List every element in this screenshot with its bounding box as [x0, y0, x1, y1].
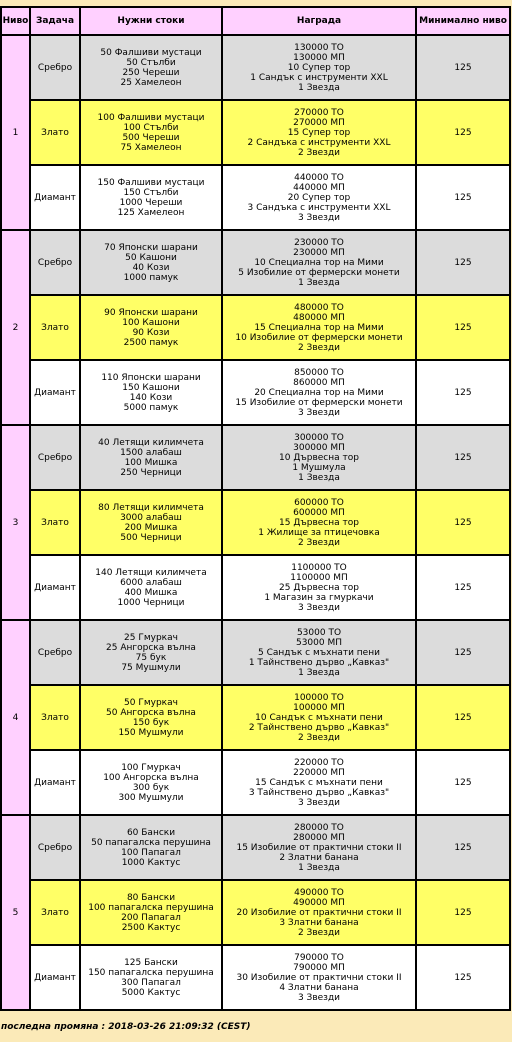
reward-cell — [222, 555, 416, 620]
reward-line: 440000 МП — [293, 182, 345, 193]
goods-line: 1000 памук — [123, 272, 179, 283]
goods-line: 3000 алабаш — [120, 512, 182, 523]
goods-line: 80 Бански — [126, 892, 176, 903]
goods-line: 300 Папагал — [121, 977, 181, 988]
reward-line: 3 Звезди — [297, 212, 341, 223]
min-level-cell: 125 — [416, 945, 510, 1010]
goods-line: 75 бук — [135, 652, 167, 663]
reward-cell — [222, 490, 416, 555]
task-cell: Злато — [30, 880, 80, 945]
quest-table — [0, 6, 511, 1011]
task-cell: Злато — [30, 685, 80, 750]
goods-line: 200 Папагал — [121, 912, 181, 923]
reward-line: 2 Тайнствено дърво „Кавказ" — [248, 722, 390, 733]
reward-line: 25 Дървесна тор — [279, 582, 359, 593]
reward-line: 4 Златни банана — [279, 982, 359, 993]
header-row — [1, 7, 510, 35]
goods-line: 50 Фалшиви мустаци — [100, 47, 202, 58]
reward-line: 10 Изобилие от фермерски монети — [235, 332, 403, 343]
reward-line: 3 Звезди — [297, 602, 341, 613]
task-cell: Сребро — [30, 230, 80, 295]
goods-cell — [80, 165, 222, 230]
reward-line: 1 Сандък с инструменти XXL — [250, 72, 388, 83]
goods-line: 150 Фалшиви мустаци — [97, 177, 205, 188]
goods-line: 100 папагалска перушина — [88, 902, 214, 913]
level-cell: 4 — [1, 620, 30, 815]
goods-cell — [80, 295, 222, 360]
reward-line: 2 Звезди — [297, 342, 341, 353]
goods-line: 40 Кози — [132, 262, 170, 273]
goods-line: 50 Кашони — [125, 252, 177, 263]
reward-line: 2 Звезди — [297, 147, 341, 158]
goods-line: 25 Гмуркач — [124, 632, 178, 643]
reward-line: 15 Изобилие от практични стоки II — [236, 842, 402, 853]
task-cell: Сребро — [30, 425, 80, 490]
goods-line: 2500 Кактус — [121, 922, 181, 933]
table-row — [1, 815, 510, 880]
task-cell: Злато — [30, 295, 80, 360]
goods-line: 70 Японски шарани — [104, 242, 198, 253]
goods-line: 110 Японски шарани — [101, 372, 201, 383]
table-row — [1, 295, 510, 360]
reward-line: 53000 ТО — [296, 627, 342, 638]
header-task: Задача — [30, 7, 80, 35]
table-row — [1, 620, 510, 685]
quest-table-body — [1, 35, 510, 1010]
goods-line: 150 Мушмули — [118, 727, 184, 738]
min-level-cell: 125 — [416, 295, 510, 360]
reward-line: 790000 МП — [293, 962, 345, 973]
min-level-cell: 125 — [416, 360, 510, 425]
reward-line: 20 Супер тор — [287, 192, 351, 203]
reward-line: 2 Звезди — [297, 927, 341, 938]
reward-cell — [222, 100, 416, 165]
reward-line: 490000 МП — [293, 897, 345, 908]
reward-line: 10 Специална тор на Мими — [254, 257, 384, 268]
reward-line: 1 Звезда — [298, 862, 340, 873]
level-cell: 5 — [1, 815, 30, 1010]
reward-line: 480000 МП — [293, 312, 345, 323]
goods-line: 5000 Кактус — [121, 987, 181, 998]
goods-line: 40 Летящи килимчета — [98, 437, 204, 448]
table-row — [1, 100, 510, 165]
task-cell: Диамант — [30, 945, 80, 1010]
task-cell: Диамант — [30, 360, 80, 425]
goods-line: 150 Стълби — [123, 187, 179, 198]
min-level-cell: 125 — [416, 100, 510, 165]
goods-line: 1500 алабаш — [120, 447, 182, 458]
goods-line: 1000 Череши — [119, 197, 183, 208]
goods-line: 75 Хамелеон — [120, 142, 182, 153]
table-row — [1, 230, 510, 295]
goods-cell — [80, 425, 222, 490]
task-cell: Злато — [30, 100, 80, 165]
goods-cell — [80, 230, 222, 295]
level-cell: 1 — [1, 35, 30, 230]
reward-line: 100000 ТО — [294, 692, 344, 703]
reward-line: 1 Магазин за гмуркачи — [264, 592, 374, 603]
reward-line: 3 Сандъка с инструменти XXL — [247, 202, 391, 213]
goods-line: 150 папагалска перушина — [88, 967, 214, 978]
min-level-cell: 125 — [416, 165, 510, 230]
reward-line: 1100000 ТО — [291, 562, 347, 573]
reward-cell — [222, 360, 416, 425]
reward-line: 230000 МП — [293, 247, 345, 258]
goods-line: 2500 памук — [123, 337, 179, 348]
reward-line: 3 Звезди — [297, 797, 341, 808]
reward-line: 1 Звезда — [298, 472, 340, 483]
reward-cell — [222, 750, 416, 815]
last-modified: последна промяна : 2018-03-26 21:09:32 (CEST) — [1, 1022, 251, 1032]
goods-line: 140 Кози — [129, 392, 173, 403]
reward-line: 300000 МП — [293, 442, 345, 453]
min-level-cell: 125 — [416, 685, 510, 750]
table-row — [1, 880, 510, 945]
reward-line: 15 Специална тор на Мими — [254, 322, 384, 333]
reward-line: 440000 ТО — [294, 172, 344, 183]
reward-line: 850000 ТО — [294, 367, 344, 378]
reward-line: 600000 ТО — [294, 497, 344, 508]
reward-line: 490000 ТО — [294, 887, 344, 898]
goods-line: 150 Кашони — [122, 382, 180, 393]
reward-line: 30 Изобилие от практични стоки II — [236, 972, 402, 983]
goods-line: 125 Хамелеон — [117, 207, 185, 218]
goods-line: 1000 Черници — [117, 597, 185, 608]
goods-line: 400 Мишка — [124, 587, 178, 598]
reward-cell — [222, 230, 416, 295]
task-cell: Злато — [30, 490, 80, 555]
goods-line: 500 Черници — [120, 532, 182, 543]
reward-line: 3 Тайнствено дърво „Кавказ" — [248, 787, 390, 798]
reward-cell — [222, 425, 416, 490]
goods-line: 6000 алабаш — [120, 577, 182, 588]
table-row — [1, 490, 510, 555]
goods-cell — [80, 945, 222, 1010]
table-row — [1, 945, 510, 1010]
reward-cell — [222, 165, 416, 230]
min-level-cell: 125 — [416, 555, 510, 620]
reward-line: 10 Супер тор — [287, 62, 351, 73]
goods-line: 100 Стълби — [123, 122, 179, 133]
reward-line: 2 Златни банана — [279, 852, 359, 863]
reward-cell — [222, 945, 416, 1010]
level-cell: 2 — [1, 230, 30, 425]
min-level-cell: 125 — [416, 490, 510, 555]
goods-line: 100 Фалшиви мустаци — [97, 112, 205, 123]
reward-line: 300000 ТО — [294, 432, 344, 443]
table-row — [1, 750, 510, 815]
reward-line: 53000 МП — [295, 637, 343, 648]
min-level-cell: 125 — [416, 880, 510, 945]
reward-line: 10 Дървесна тор — [279, 452, 359, 463]
goods-line: 100 Гмуркач — [121, 762, 181, 773]
goods-line: 250 Черници — [120, 467, 182, 478]
header-min-level: Минимално ниво — [416, 7, 510, 35]
reward-line: 480000 ТО — [294, 302, 344, 313]
reward-line: 100000 МП — [293, 702, 345, 713]
reward-line: 1 Тайнствено дърво „Кавказ" — [248, 657, 390, 668]
table-row — [1, 35, 510, 100]
goods-line: 5000 памук — [123, 402, 179, 413]
reward-cell — [222, 685, 416, 750]
reward-line: 15 Изобилие от фермерски монети — [235, 397, 403, 408]
reward-line: 270000 МП — [293, 117, 345, 128]
table-row — [1, 555, 510, 620]
reward-line: 15 Дървесна тор — [279, 517, 359, 528]
goods-line: 90 Кози — [132, 327, 170, 338]
reward-line: 10 Сандък с мъхнати пени — [255, 712, 383, 723]
min-level-cell: 125 — [416, 620, 510, 685]
reward-line: 1 Звезда — [298, 82, 340, 93]
goods-cell — [80, 685, 222, 750]
goods-cell — [80, 880, 222, 945]
task-cell: Диамант — [30, 750, 80, 815]
quest-table-container — [0, 6, 512, 1011]
table-row — [1, 685, 510, 750]
reward-line: 600000 МП — [293, 507, 345, 518]
goods-line: 50 Гмуркач — [124, 697, 178, 708]
reward-line: 1 Жилище за птицечовка — [258, 527, 380, 538]
min-level-cell: 125 — [416, 35, 510, 100]
reward-line: 1 Звезда — [298, 667, 340, 678]
goods-line: 100 Ангорска вълна — [103, 772, 199, 783]
goods-cell — [80, 815, 222, 880]
goods-line: 90 Японски шарани — [104, 307, 198, 318]
goods-line: 500 Череши — [122, 132, 180, 143]
reward-line: 1 Мушмула — [292, 462, 346, 473]
goods-line: 250 Череши — [122, 67, 180, 78]
task-cell: Сребро — [30, 620, 80, 685]
reward-line: 1 Звезда — [298, 277, 340, 288]
reward-line: 2 Звезди — [297, 537, 341, 548]
reward-line: 790000 ТО — [294, 952, 344, 963]
goods-cell — [80, 100, 222, 165]
reward-line: 270000 ТО — [294, 107, 344, 118]
reward-line: 5 Изобилие от фермерски монети — [238, 267, 400, 278]
task-cell: Диамант — [30, 165, 80, 230]
goods-cell — [80, 555, 222, 620]
goods-cell — [80, 360, 222, 425]
reward-line: 130000 МП — [293, 52, 345, 63]
reward-line: 130000 ТО — [294, 42, 344, 53]
goods-line: 100 Кашони — [122, 317, 180, 328]
goods-line: 125 Бански — [124, 957, 178, 968]
reward-line: 220000 ТО — [294, 757, 344, 768]
reward-line: 3 Звезди — [297, 992, 341, 1003]
table-row — [1, 165, 510, 230]
table-row — [1, 360, 510, 425]
goods-cell — [80, 35, 222, 100]
reward-line: 2 Звезди — [297, 732, 341, 743]
reward-line: 20 Специална тор на Мими — [254, 387, 384, 398]
reward-line: 3 Звезди — [297, 407, 341, 418]
reward-cell — [222, 815, 416, 880]
goods-cell — [80, 620, 222, 685]
goods-line: 75 Мушмули — [121, 662, 181, 673]
reward-line: 860000 МП — [293, 377, 345, 388]
header-level: Ниво — [1, 7, 30, 35]
goods-line: 50 Ангорска вълна — [106, 707, 196, 718]
goods-line: 25 Ангорска вълна — [106, 642, 196, 653]
reward-line: 20 Изобилие от практични стоки II — [236, 907, 402, 918]
goods-line: 100 Папагал — [121, 847, 181, 858]
min-level-cell: 125 — [416, 425, 510, 490]
goods-cell — [80, 750, 222, 815]
goods-line: 140 Летящи килимчета — [95, 567, 207, 578]
goods-line: 80 Летящи килимчета — [98, 502, 204, 513]
min-level-cell: 125 — [416, 750, 510, 815]
min-level-cell: 125 — [416, 815, 510, 880]
task-cell: Диамант — [30, 555, 80, 620]
reward-line: 220000 МП — [293, 767, 345, 778]
reward-line: 2 Сандъка с инструменти XXL — [247, 137, 391, 148]
table-row — [1, 425, 510, 490]
reward-line: 15 Сандък с мъхнати пени — [255, 777, 383, 788]
reward-line: 3 Златни банана — [279, 917, 359, 928]
reward-line: 280000 ТО — [294, 822, 344, 833]
reward-cell — [222, 880, 416, 945]
reward-line: 15 Супер тор — [287, 127, 351, 138]
reward-line: 5 Сандък с мъхнати пени — [258, 647, 380, 658]
header-reward: Награда — [222, 7, 416, 35]
goods-line: 25 Хамелеон — [120, 77, 182, 88]
header-goods: Нужни стоки — [80, 7, 222, 35]
reward-line: 1100000 МП — [290, 572, 348, 583]
goods-line: 300 бук — [132, 782, 170, 793]
goods-line: 1000 Кактус — [121, 857, 181, 868]
reward-cell — [222, 620, 416, 685]
task-cell: Сребро — [30, 815, 80, 880]
reward-line: 230000 ТО — [294, 237, 344, 248]
task-cell: Сребро — [30, 35, 80, 100]
goods-line: 50 папагалска перушина — [91, 837, 211, 848]
reward-cell — [222, 35, 416, 100]
reward-line: 280000 МП — [293, 832, 345, 843]
goods-line: 100 Мишка — [124, 457, 178, 468]
goods-line: 60 Бански — [126, 827, 176, 838]
level-cell: 3 — [1, 425, 30, 620]
goods-line: 150 бук — [132, 717, 170, 728]
reward-cell — [222, 295, 416, 360]
min-level-cell: 125 — [416, 230, 510, 295]
goods-line: 200 Мишка — [124, 522, 178, 533]
goods-line: 50 Стълби — [126, 57, 176, 68]
goods-cell — [80, 490, 222, 555]
goods-line: 300 Мушмули — [118, 792, 184, 803]
